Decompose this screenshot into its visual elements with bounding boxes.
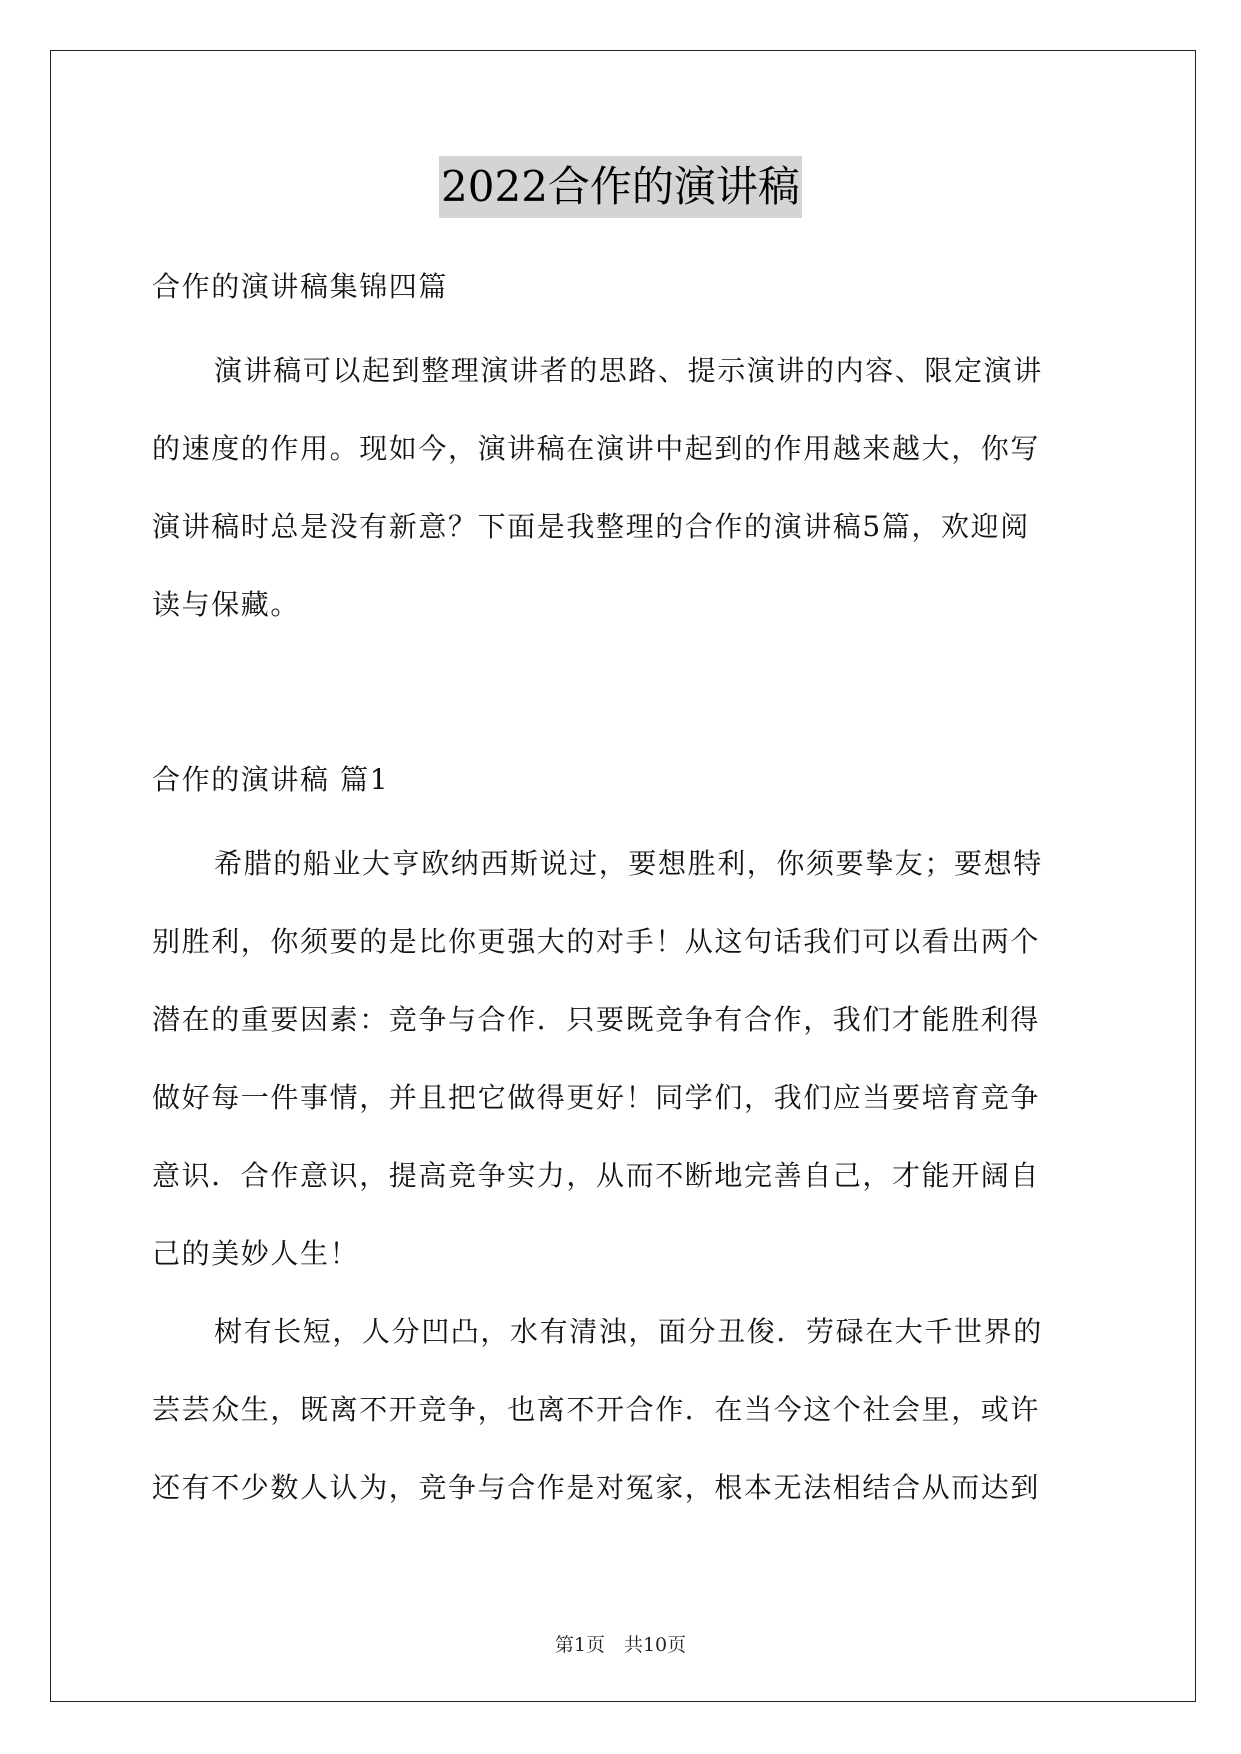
paragraph-line: 潜在的重要因素：竞争与合作．只要既竞争有合作，我们才能胜利得 — [152, 1003, 1041, 1036]
document-title: 2022合作的演讲稿 — [439, 156, 802, 218]
intro-paragraph — [152, 332, 1092, 644]
section-heading — [152, 741, 1092, 819]
paragraph-line: 芸芸众生，既离不开竞争，也离不开合作．在当今这个社会里，或许 — [152, 1393, 1041, 1426]
intro-line: 演讲稿可以起到整理演讲者的思路、提示演讲的内容、限定演讲 — [214, 354, 1043, 387]
paragraph-1 — [152, 825, 1092, 1293]
page-footer — [0, 1630, 1241, 1657]
paragraph-line: 别胜利，你须要的是比你更强大的对手！从这句话我们可以看出两个 — [152, 925, 1041, 958]
section-heading-text: 合作的演讲稿 篇1 — [152, 763, 390, 796]
title-container — [0, 156, 1241, 218]
intro-line: 演讲稿时总是没有新意？下面是我整理的合作的演讲稿5篇，欢迎阅 — [152, 510, 1030, 543]
paragraph-line: 做好每一件事情，并且把它做得更好！同学们，我们应当要培育竞争 — [152, 1081, 1041, 1114]
paragraph-line: 己的美妙人生！ — [152, 1237, 360, 1270]
intro-line: 的速度的作用。现如今，演讲稿在演讲中起到的作用越来越大，你写 — [152, 432, 1041, 465]
paragraph-line: 意识．合作意识，提高竞争实力，从而不断地完善自己，才能开阔自 — [152, 1159, 1041, 1192]
page-number-label: 第1页 共10页 — [554, 1634, 687, 1656]
paragraph-line: 希腊的船业大亨欧纳西斯说过，要想胜利，你须要挚友；要想特 — [214, 847, 1043, 880]
intro-line: 读与保藏。 — [152, 588, 301, 621]
paragraph-line: 树有长短，人分凹凸，水有清浊，面分丑俊．劳碌在大千世界的 — [214, 1315, 1043, 1348]
paragraph-2 — [152, 1293, 1092, 1527]
paragraph-line: 还有不少数人认为，竞争与合作是对冤家，根本无法相结合从而达到 — [152, 1471, 1041, 1504]
document-subtitle — [152, 248, 1092, 326]
subtitle-line: 合作的演讲稿集锦四篇 — [152, 270, 449, 303]
